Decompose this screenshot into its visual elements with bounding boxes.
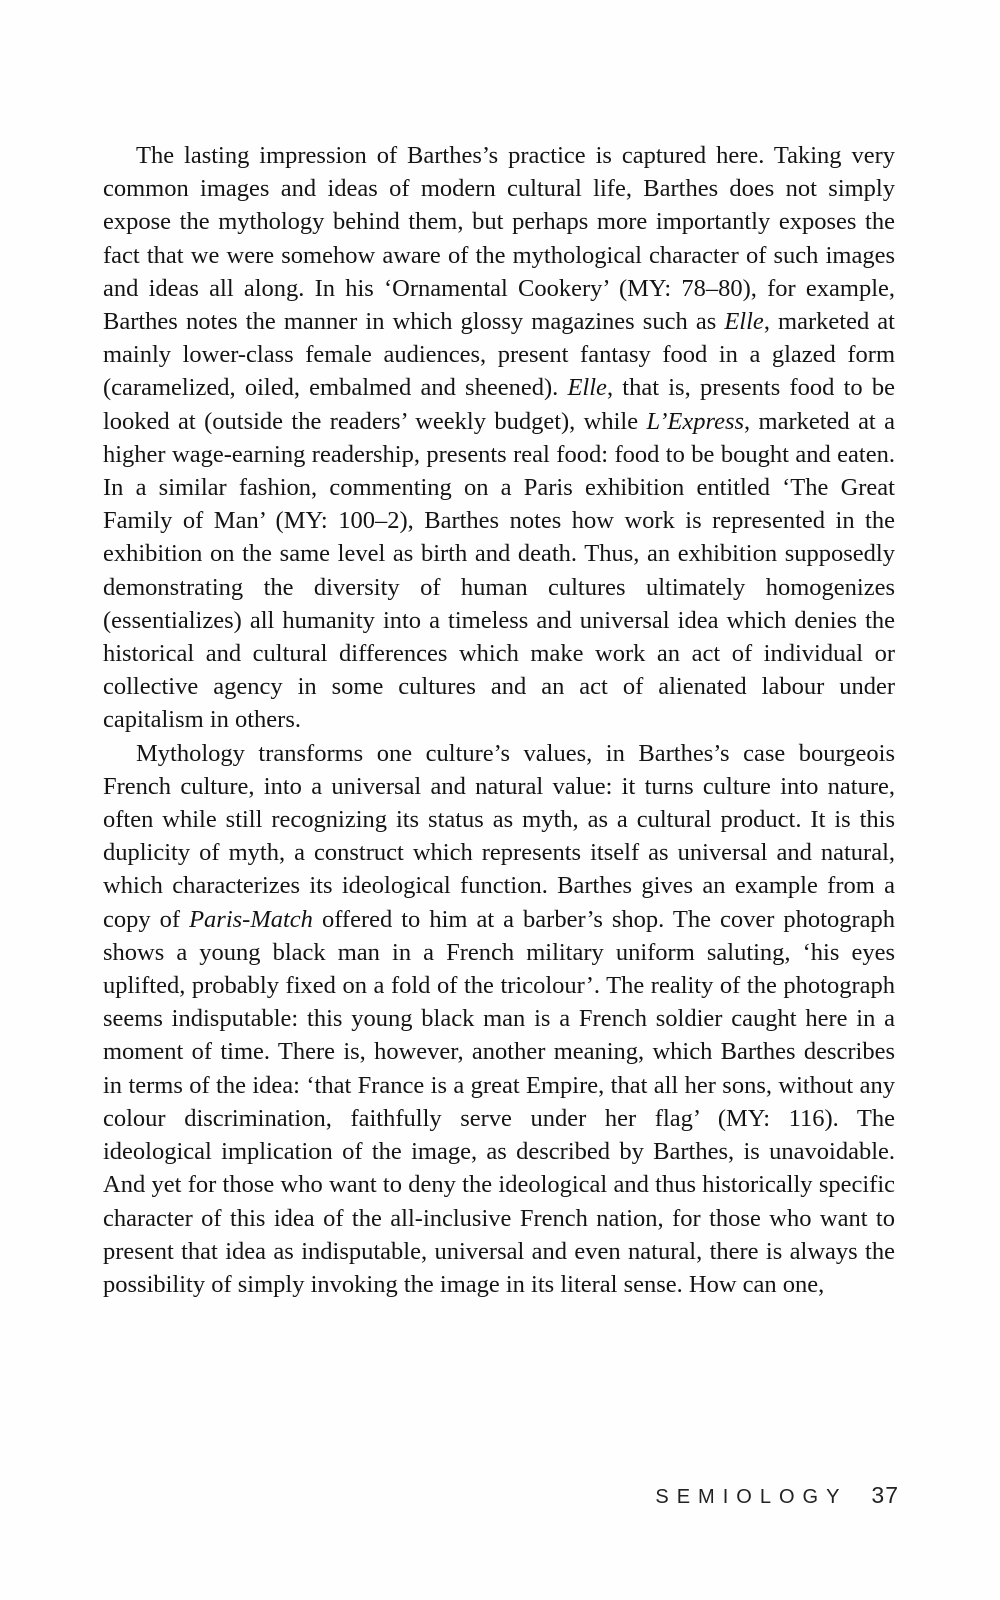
text-run: Mythology transforms one culture’s values, in Barthes’s case bourgeois French culture, into a universal and natural value: it turns culture into nature, often while still recognizing its status as myth, as a cultural product. It is this duplicity of myth, a construct which represents itself as universal and natural, which characterizes its ideological function. Barthes gives an example from a copy of	[103, 739, 895, 933]
text-run: , that is, presents food to be looked at (outside the readers’ weekly budget), while	[103, 374, 895, 435]
italic-text-run: Elle	[567, 374, 607, 402]
body-text-block	[103, 139, 895, 1301]
paragraph-barthes-practice	[103, 139, 895, 737]
paragraph-mythology-transforms	[103, 737, 895, 1301]
italic-text-run: Paris-Match	[189, 905, 313, 933]
page-number: 37	[871, 1482, 899, 1508]
italic-text-run: L’Express	[646, 407, 745, 435]
running-head-section-title: SEMIOLOGY	[655, 1486, 848, 1508]
text-run: The lasting impression of Barthes’s practice is captured here. Taking very common images and ideas of modern cultural life, Barthes does not simply expose the mythology behind them, but perhaps more importantly exposes the fact that we were somehow aware of the mythological character of such images and ideas all along. In his ‘Ornamental Cookery’ (MY: 78–80), for example, Barthes notes the manner in which glossy magazines such as	[103, 142, 895, 336]
italic-text-run: Elle	[724, 308, 764, 336]
text-run: , marketed at mainly lower-class female audiences, present fantasy food in a glazed form (caramelized, oiled, embalmed and sheened).	[103, 308, 895, 402]
text-run: offered to him at a barber’s shop. The cover photograph shows a young black man in a French military uniform saluting, ‘his eyes uplifted, probably fixed on a fold of the tricolour’. The reality of the photograph seems indisputable: this young black man is a French soldier caught here in a moment of time. There is, however, another meaning, which Barthes describes in terms of the idea: ‘that France is a great Empire, that all her sons, without any colour discrimination, faithfully serve under her flag’ (MY: 116). The ideological implication of the image, as described by Barthes, is unavoidable. And yet for those who want to deny the ideological and thus historically specific character of this idea of the all-inclusive French nation, for those who want to present that idea as indisputable, universal and even natural, there is always the possibility of simply invoking the image in its literal sense. How can one,	[103, 905, 895, 1298]
text-run: , marketed at a higher wage-earning readership, presents real food: food to be bought and eaten. In a similar fashion, commenting on a Paris exhibition entitled ‘The Great Family of Man’ (MY: 100–2), Barthes notes how work is represented in the exhibition on the same level as birth and death. Thus, an exhibition supposedly demonstrating the diversity of human cultures ultimately homogenizes (essentializes) all humanity into a timeless and universal idea which denies the historical and cultural differences which make work an act of individual or collective agency in some cultures and an act of alienated labour under capitalism in others.	[103, 407, 895, 734]
page-footer	[655, 1482, 899, 1509]
